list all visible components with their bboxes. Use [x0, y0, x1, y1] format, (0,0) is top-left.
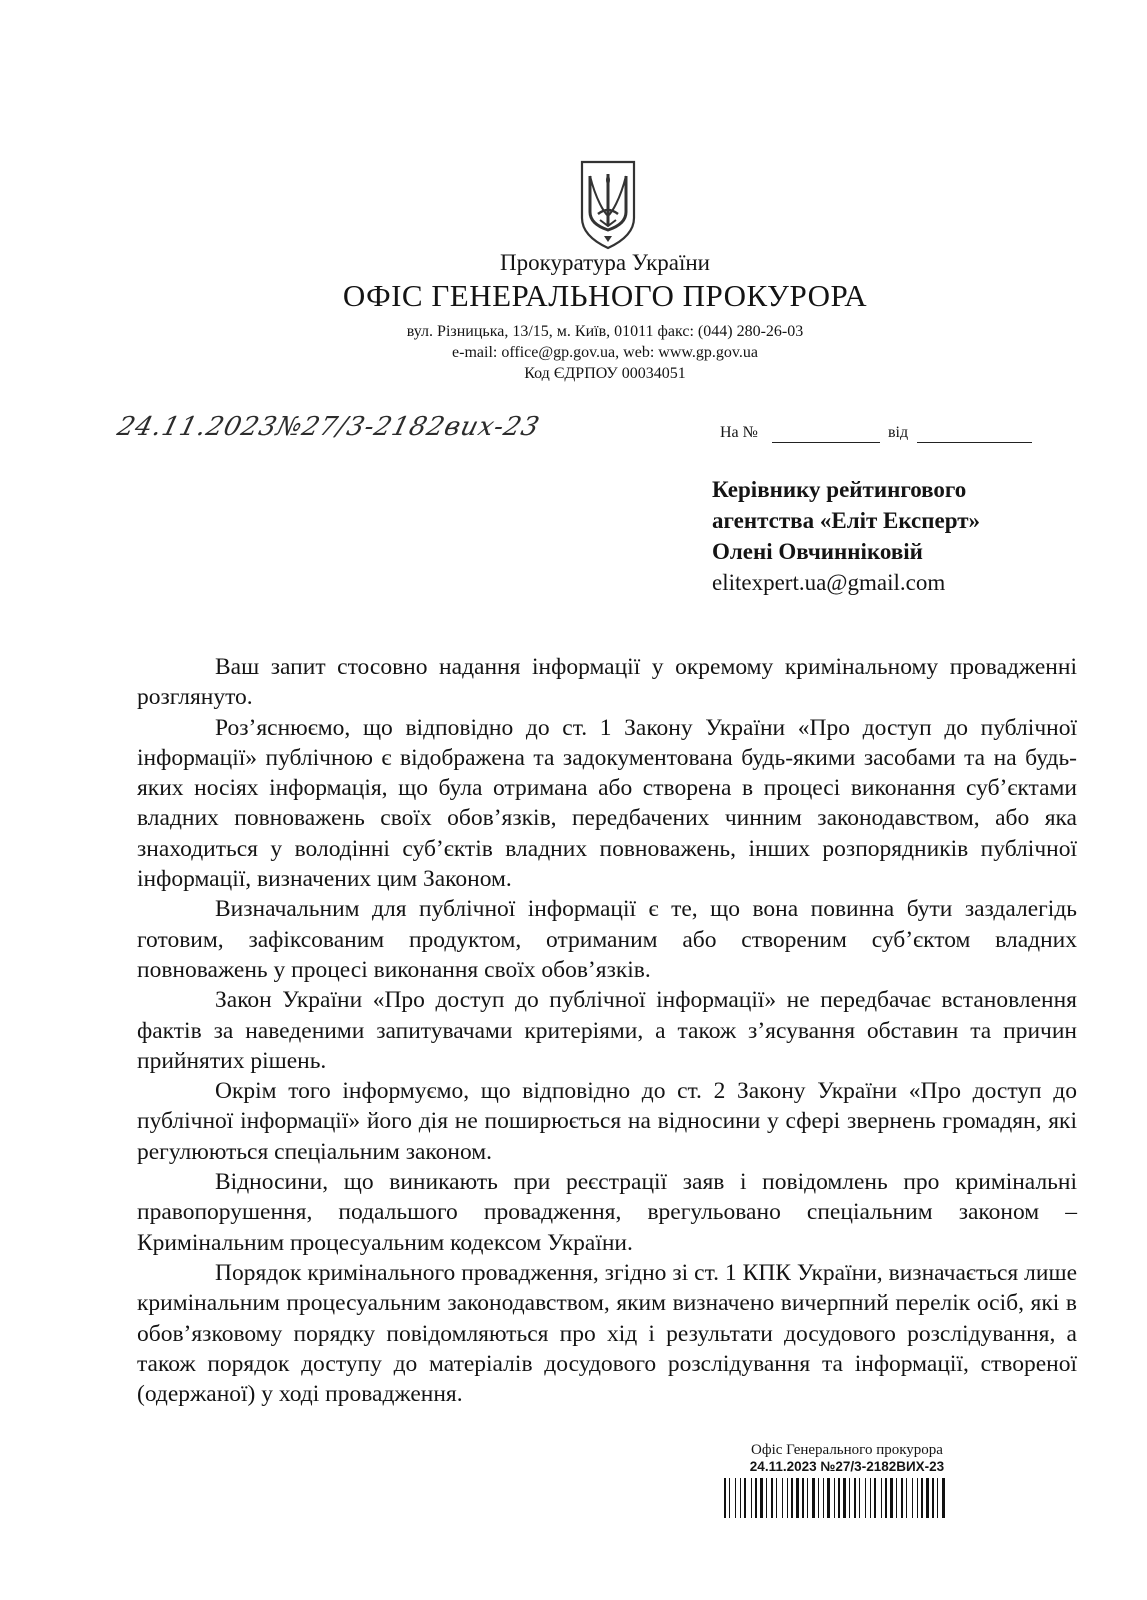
incoming-date-blank [917, 442, 1032, 443]
trident-emblem-icon [578, 160, 638, 250]
handwritten-outgoing-number: 24.11.2023№27/3-2182вих-23 [114, 412, 543, 442]
recipient-block [712, 474, 980, 598]
incoming-number-blank [772, 442, 880, 443]
recipient-line-2: агентства «Еліт Експерт» [712, 508, 981, 533]
body-paragraph: Порядок кримінального провадження, згідно зі ст. 1 КПК України, визначається лише кримінальним процесуальним законодавством, яким визначено вичерпний перелік осіб, які в обов’язковому порядку повідомляються про хід і результати досудового розслідування, а також порядок доступу до матеріалів досудового розслідування та інформації, створеної (одержаної) у ході провадження. [137, 1259, 1077, 1408]
recipient-email: elitexpert.ua@gmail.com [712, 570, 946, 595]
body-paragraph: Визначальним для публічної інформації є те, що вона повинна бути заздалегідь готовим, зафіксованим продуктом, отриманим або створеним суб’єктом владних повноважень у процесі виконання своїх обов’язків. [137, 896, 1077, 983]
recipient-name: Олені Овчинніковій [712, 539, 923, 564]
registration-stamp [722, 1442, 972, 1518]
body-paragraph: Відносини, що виникають при реєстрації заяв і повідомлень про кримінальні правопорушення, подальшого провадження, врегульовано спеціальним законом – Кримінальним процесуальним кодексом України. [137, 1169, 1077, 1256]
recipient-line-1: Керівнику рейтингового [712, 477, 967, 502]
body-paragraph: Окрім того інформуємо, що відповідно до ст. 2 Закону України «Про доступ до публічної інформації» його дія не поширюється на відносини у сфері звернень громадян, які регулюються спеціальним законом. [137, 1078, 1077, 1165]
letter-body [137, 652, 1077, 1409]
stamp-registration-number: 24.11.2023 №27/3-2182ВИХ-23 [749, 1459, 945, 1474]
org-address: вул. Різницька, 13/15, м. Київ, 01011 факс: (044) 280-26-03 [406, 323, 804, 340]
incoming-date-label: від [888, 424, 909, 441]
body-paragraph: Роз’яснюємо, що відповідно до ст. 1 Закону України «Про доступ до публічної інформації» публічною є відображена та задокументована будь-якими засобами та на будь-яких носіях інформація, що була отримана або створена в процесі виконання суб’єктами владних повноважень своїх обов’язків, передбачених чинним законодавством, або яка знаходиться у володінні суб’єктів владних повноважень, інших розпорядників публічної інформації, визначених цим Законом. [137, 714, 1077, 893]
stamp-office: Офіс Генерального прокурора [751, 1442, 943, 1458]
body-paragraph: Закон України «Про доступ до публічної інформації» не передбачає встановлення фактів за наведеними запитувачами критеріями, а також з’ясування обставин та причин прийнятих рішень. [137, 987, 1077, 1074]
barcode-icon [722, 1478, 950, 1518]
org-code: Код ЄДРПОУ 00034051 [524, 365, 686, 382]
org-contacts: e-mail: office@gp.gov.ua, web: www.gp.gov.ua [452, 344, 758, 361]
org-title: ОФІС ГЕНЕРАЛЬНОГО ПРОКУРОРА [342, 278, 868, 313]
incoming-number-label: На № [720, 424, 758, 441]
org-parent: Прокуратура України [500, 250, 710, 275]
body-paragraph: Ваш запит стосовно надання інформації у окремому кримінальному провадженні розглянуто. [137, 654, 1077, 711]
